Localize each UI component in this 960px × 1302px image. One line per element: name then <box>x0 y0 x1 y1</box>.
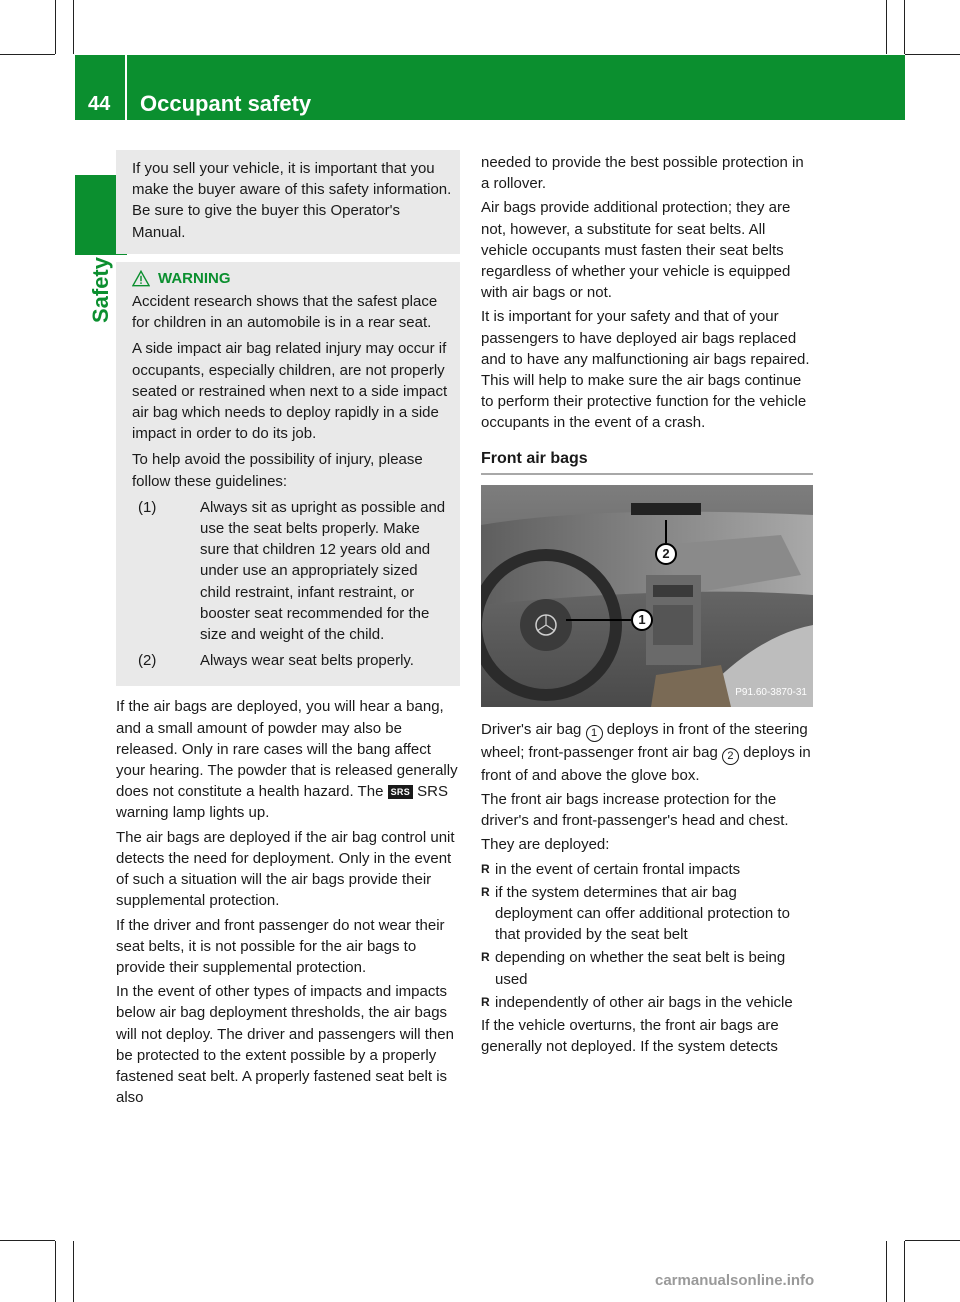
crop-mark <box>905 54 960 55</box>
caption-text: deploys in front of the steering wheel; front-passenger front air bag <box>481 720 808 761</box>
list-item: R in the event of certain frontal impacts <box>481 859 813 880</box>
crop-mark <box>0 54 55 55</box>
body-paragraph: The air bags are deployed if the air bag control unit detects the need for deployment. Only in the event of such a situation will the air bags provide their supplemental protection. <box>116 828 455 910</box>
body-paragraph: If the vehicle overturns, the front air bags are generally not deployed. If the system detects <box>481 1017 779 1056</box>
warning-paragraph: Accident research shows that the safest place for children in an automobile is in a rear seat. <box>132 293 438 332</box>
warning-triangle-icon <box>132 270 150 287</box>
page-number: 44 <box>88 93 111 115</box>
caption-text: deploys in front of and above the glove box. <box>481 743 811 784</box>
body-paragraph: In the event of other types of impacts and impacts below air bag deployment thresholds, the air bags will not deploy. The driver and passengers will then be protected to the extent possible by a properly fastened seat belt. A properly fastened seat belt is also <box>116 983 454 1107</box>
guideline-text: Always sit as upright as possible and use the seat belts properly. Make sure that children 12 years old and under use an appropriately sized child restraint, infant restraint, or booster seat recommended for the size and weight of the child. <box>200 498 446 644</box>
warning-paragraph: To help avoid the possibility of injury, please follow these guidelines: <box>132 451 423 490</box>
crop-mark <box>886 0 887 54</box>
section-label: Safety <box>88 257 113 324</box>
right-column <box>481 152 813 1060</box>
warning-header <box>132 268 452 289</box>
list-item: R depending on whether the seat belt is being used <box>481 947 813 989</box>
header-separator <box>125 55 127 120</box>
body-paragraph: If the driver and front passenger do not wear their seat belts, it is not possible for the air bags to provide their supplemental protection. <box>116 916 445 976</box>
note-box <box>116 150 460 254</box>
guideline-number: (2) <box>138 652 157 670</box>
body-paragraph: They are deployed: <box>481 836 610 854</box>
body-paragraph: needed to provide the best possible protection in a rollover. <box>481 154 804 193</box>
front-airbags-figure <box>481 485 813 707</box>
note-text: If you sell your vehicle, it is important that you make the buyer aware of this safety information. Be sure to give the buyer this Operator's Manual. <box>132 160 452 241</box>
page-title: Occupant safety <box>140 91 312 116</box>
crop-mark <box>904 1241 905 1302</box>
dashboard-illustration <box>481 485 813 707</box>
crop-mark <box>73 0 74 54</box>
guideline-item <box>132 497 452 645</box>
body-paragraph: Air bags provide additional protection; they are not, however, a substitute for seat belts. All vehicle occupants must fasten their seat belts regardless of whether your vehicle is equipped with air bags or not. <box>481 199 791 302</box>
callout-1-icon: 1 <box>631 609 653 631</box>
callout-2-ref-icon: 2 <box>722 748 739 765</box>
crop-mark <box>904 0 905 54</box>
srs-warning-lamp-icon: SRS <box>388 785 413 799</box>
body-paragraph <box>116 696 460 823</box>
warning-paragraph: A side impact air bag related injury may occur if occupants, especially children, are not properly seated or restrained when next to a side impact air bag which needs to deploy rapidly in a side impact in order to do its job. <box>132 340 448 443</box>
figure-caption <box>481 719 813 786</box>
body-paragraph: It is important for your safety and that of your passengers to have deployed air bags replaced and to have any malfunctioning air bags repaired. This will help to make sure the air bags continue to perform their protective function for the vehicle occupants in the event of a crash. <box>481 308 810 432</box>
crop-mark <box>55 1241 56 1302</box>
crop-mark <box>0 1240 55 1241</box>
figure-id: P91.60-3870-31 <box>735 686 807 698</box>
footer-watermark: carmanualsonline.info <box>655 1272 815 1289</box>
crop-mark <box>73 1241 74 1302</box>
crop-mark <box>55 0 56 54</box>
warning-title: WARNING <box>158 269 231 287</box>
callout-1-ref-icon: 1 <box>586 725 603 742</box>
caption-text: Driver's air bag <box>481 720 582 738</box>
section-heading: Front air bags <box>481 448 813 475</box>
crop-mark <box>886 1241 887 1302</box>
crop-mark <box>905 1240 960 1241</box>
body-paragraph: The front air bags increase protection for the driver's and front-passenger's head and chest. <box>481 791 789 830</box>
list-item: R if the system determines that air bag deployment can offer additional protection to that provided by the seat belt <box>481 882 813 946</box>
guideline-item <box>132 650 452 671</box>
list-item: R independently of other air bags in the vehicle <box>481 992 813 1013</box>
body-text: If the air bags are deployed, you will hear a bang, and a small amount of powder may also be released. Only in rare cases will the bang affect your hearing. The powder that is released generally does not constitute a health hazard. The <box>116 698 458 801</box>
guideline-text: Always wear seat belts properly. <box>200 652 414 670</box>
warning-box <box>116 262 460 687</box>
deployment-conditions-list <box>481 859 813 1013</box>
body-text: SRS warning lamp lights up. <box>116 783 449 822</box>
left-column <box>116 150 460 1111</box>
callout-2-icon: 2 <box>655 543 677 565</box>
guideline-number: (1) <box>138 498 157 516</box>
